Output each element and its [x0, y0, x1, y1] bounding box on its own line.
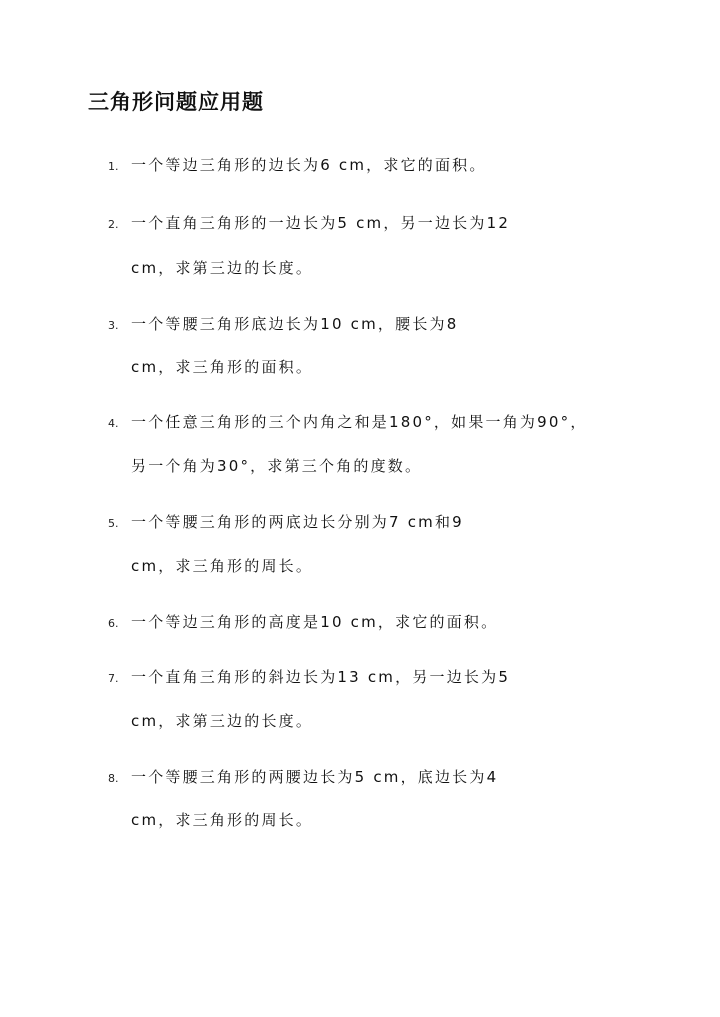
- question-text-line: 一个等腰三角形的两底边长分别为7 cm和9: [131, 513, 464, 531]
- question-number: 5.: [108, 517, 119, 530]
- question-text-line: cm，求三角形的周长。: [131, 557, 314, 575]
- question-number: 8.: [108, 772, 119, 785]
- question-text-line: 一个等腰三角形的两腰边长为5 cm，底边长为4: [131, 768, 499, 786]
- question-text-line: 一个等边三角形的高度是10 cm，求它的面积。: [131, 613, 499, 631]
- question-text-line: cm，求三角形的周长。: [131, 811, 314, 829]
- question-text-line: 一个等边三角形的边长为6 cm，求它的面积。: [131, 156, 487, 174]
- question-text-line: cm，求三角形的面积。: [131, 358, 314, 376]
- question-text-line: 一个等腰三角形底边长为10 cm，腰长为8: [131, 315, 459, 333]
- document-title: 三角形问题应用题: [88, 89, 264, 114]
- question-text-line: 一个直角三角形的斜边长为13 cm，另一边长为5: [131, 668, 511, 686]
- question-number: 6.: [108, 617, 119, 630]
- question-text-line: cm，求第三边的长度。: [131, 712, 314, 730]
- question-number: 3.: [108, 319, 119, 332]
- question-text-line: 一个任意三角形的三个内角之和是180°，如果一角为90°，: [131, 413, 588, 431]
- question-number: 2.: [108, 218, 119, 231]
- question-number: 4.: [108, 417, 119, 430]
- question-text-line: 一个直角三角形的一边长为5 cm，另一边长为12: [131, 214, 511, 232]
- question-text-line: cm，求第三边的长度。: [131, 259, 314, 277]
- question-text-line: 另一个角为30°，求第三个角的度数。: [131, 457, 423, 475]
- question-number: 7.: [108, 672, 119, 685]
- question-number: 1.: [108, 160, 119, 173]
